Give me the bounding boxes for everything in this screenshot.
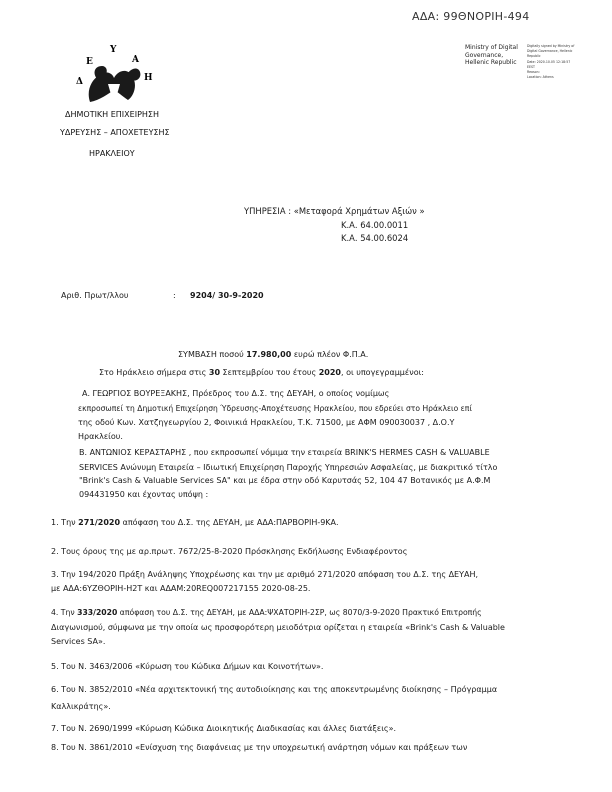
stamp-line: Hellenic Republic [465,59,517,67]
signature-line: Reason: [527,70,540,75]
protocol-separator: : [173,291,176,300]
org-name-line2: ΥΔΡΕΥΣΗΣ – ΑΠΟΧΕΤΕΥΣΗΣ [60,128,170,137]
item-4-line1: 4. Την 333/2020 απόφαση του Δ.Σ. της ΔΕΥΑΗ, με ΑΔΑ:ΨΧΑΤΟΡΙΗ-2ΣΡ, ως 8070/3-9-2020 Πρακτικό Επιτροπής [51,608,482,617]
logo-letter: Α [132,55,139,65]
signature-line: EEST [527,64,535,69]
org-name-line3: ΗΡΑΚΛΕΙΟΥ [89,149,135,158]
party-b-line2: SERVICES Ανώνυμη Εταιρεία – Ιδιωτική Επιχείρηση Παροχής Υπηρεσιών Ασφαλείας, με διακριτικό τίτλο [79,463,498,472]
item-4-line2: Διαγωνισμού, σύμφωνα με την οποία ως προσφορότερη μειοδότρια ορίζεται η εταιρεία «Brink's Cash & Valuable [51,623,505,632]
item-2: 2. Τους όρους της με αρ.πρωτ. 7672/25-8-2020 Πρόσκλησης Εκδήλωσης Ενδιαφέροντος [51,547,408,556]
signature-line: Republic [527,54,541,59]
ka-code-1: Κ.Α. 64.00.0011 [341,220,409,230]
party-a-line2: εκπροσωπεί τη Δημοτική Επιχείρηση Ύδρευσης-Αποχέτευσης Ηρακλείου, που εδρεύει στο Ηράκλειο επί [78,404,472,413]
contract-title: ΣΥΜΒΑΣΗ ποσού 17.980,00 ευρώ πλέον Φ.Π.Α. [178,350,369,359]
org-name-line1: ΔΗΜΟΤΙΚΗ ΕΠΙΧΕΙΡΗΣΗ [65,110,159,119]
signature-line: Digitally signed by Ministry of [527,44,575,48]
signature-line: Digital Governance, Hellenic [527,49,573,54]
party-a-line1: Α. ΓΕΩΡΓΙΟΣ ΒΟΥΡΕΞΑΚΗΣ, Πρόεδρος του Δ.Σ. της ΔΕΥΑΗ, ο οποίος νομίμως [82,389,390,398]
party-a-line4: Ηρακλείου. [78,432,123,441]
stamp-line: Governance, [465,51,504,59]
party-b-line4: 094431950 και έχοντας υπόψη : [79,490,209,499]
party-a-line3: της οδού Κων. Χατζηγεωργίου 2, Φοινικιά Ηρακλείου, Τ.Κ. 71500, με ΑΦΜ 090030037 , Δ.Ο.Υ [78,418,455,427]
logo-letter: Η [144,73,153,83]
logo-letter: Δ [76,77,83,87]
ada-code: ΑΔΑ: 99ΘΝΟΡΙΗ-494 [412,10,530,23]
item-3-line1: 3. Την 194/2020 Πράξη Ανάληψης Υποχρέωσης και την με αριθμό 271/2020 απόφαση του Δ.Σ. της ΔΕΥΑΗ, [51,570,479,579]
digital-signature-details [527,44,574,80]
signature-line: Location: Athens [527,75,554,80]
item-6-line2: Καλλικράτης». [51,702,111,711]
service-title: ΥΠΗΡΕΣΙΑ : «Μεταφορά Χρημάτων Αξιών » [244,206,425,216]
item-4-line3: Services SA». [51,637,106,646]
item-8: 8. Του Ν. 3861/2010 «Ενίσχυση της διαφάνειας με την υποχρεωτική ανάρτηση νόμων και πράξεων των [51,743,468,752]
ka-code-2: Κ.Α. 54.00.6024 [341,233,409,243]
protocol-label: Αριθ. Πρωτ/λλου [61,291,129,300]
stamp-line: Ministry of Digital [465,44,518,51]
contract-amount: 17.980,00 [246,350,292,359]
item-5: 5. Του Ν. 3463/2006 «Κύρωση του Κώδικα Δήμων και Κοινοτήτων». [51,662,324,671]
logo-letter: Ε [86,57,93,67]
intro-line: Στο Ηράκλειο σήμερα στις 30 Σεπτεμβρίου του έτους 2020, οι υπογεγραμμένοι: [99,368,424,377]
item-7: 7. Του Ν. 2690/1999 «Κύρωση Κώδικα Διοικητικής Διαδικασίας και άλλες διατάξεις». [51,724,397,733]
item-3-line2: με ΑΔΑ:6ΥΖΘΟΡΙΗ-Η2Τ και ΑΔΑΜ:20REQ007217155 2020-08-25. [51,584,311,593]
party-b-line3: "Brink's Cash & Valuable Services SA" και με έδρα στην οδό Καρυτσάς 52, 104 47 Βοτανικός με Α.Φ.Μ [79,476,491,485]
deyah-logo-icon [68,40,158,110]
protocol-number: 9204/ 30-9-2020 [190,291,264,300]
signature-line: Date: 2020.10.05 12:18:57 [527,59,571,64]
digital-signature-stamp [465,44,518,67]
item-6-line1: 6. Του Ν. 3852/2010 «Νέα αρχιτεκτονική της αυτοδιοίκησης και της αποκεντρωμένης διοίκησης – Πρόγραμμα [51,685,498,694]
logo-letter: Υ [110,45,117,55]
item-1: 1. Την 271/2020 απόφαση του Δ.Σ. της ΔΕΥΑΗ, με ΑΔΑ:ΠΑΡΒΟΡΙΗ-9ΚΑ. [51,518,339,527]
party-b-line1: Β. ΑΝΤΩΝΙΟΣ ΚΕΡΑΣΤΑΡΗΣ , που εκπροσωπεί νόμιμα την εταιρεία BRINK'S HERMES CASH & VALUABLE [79,448,490,457]
